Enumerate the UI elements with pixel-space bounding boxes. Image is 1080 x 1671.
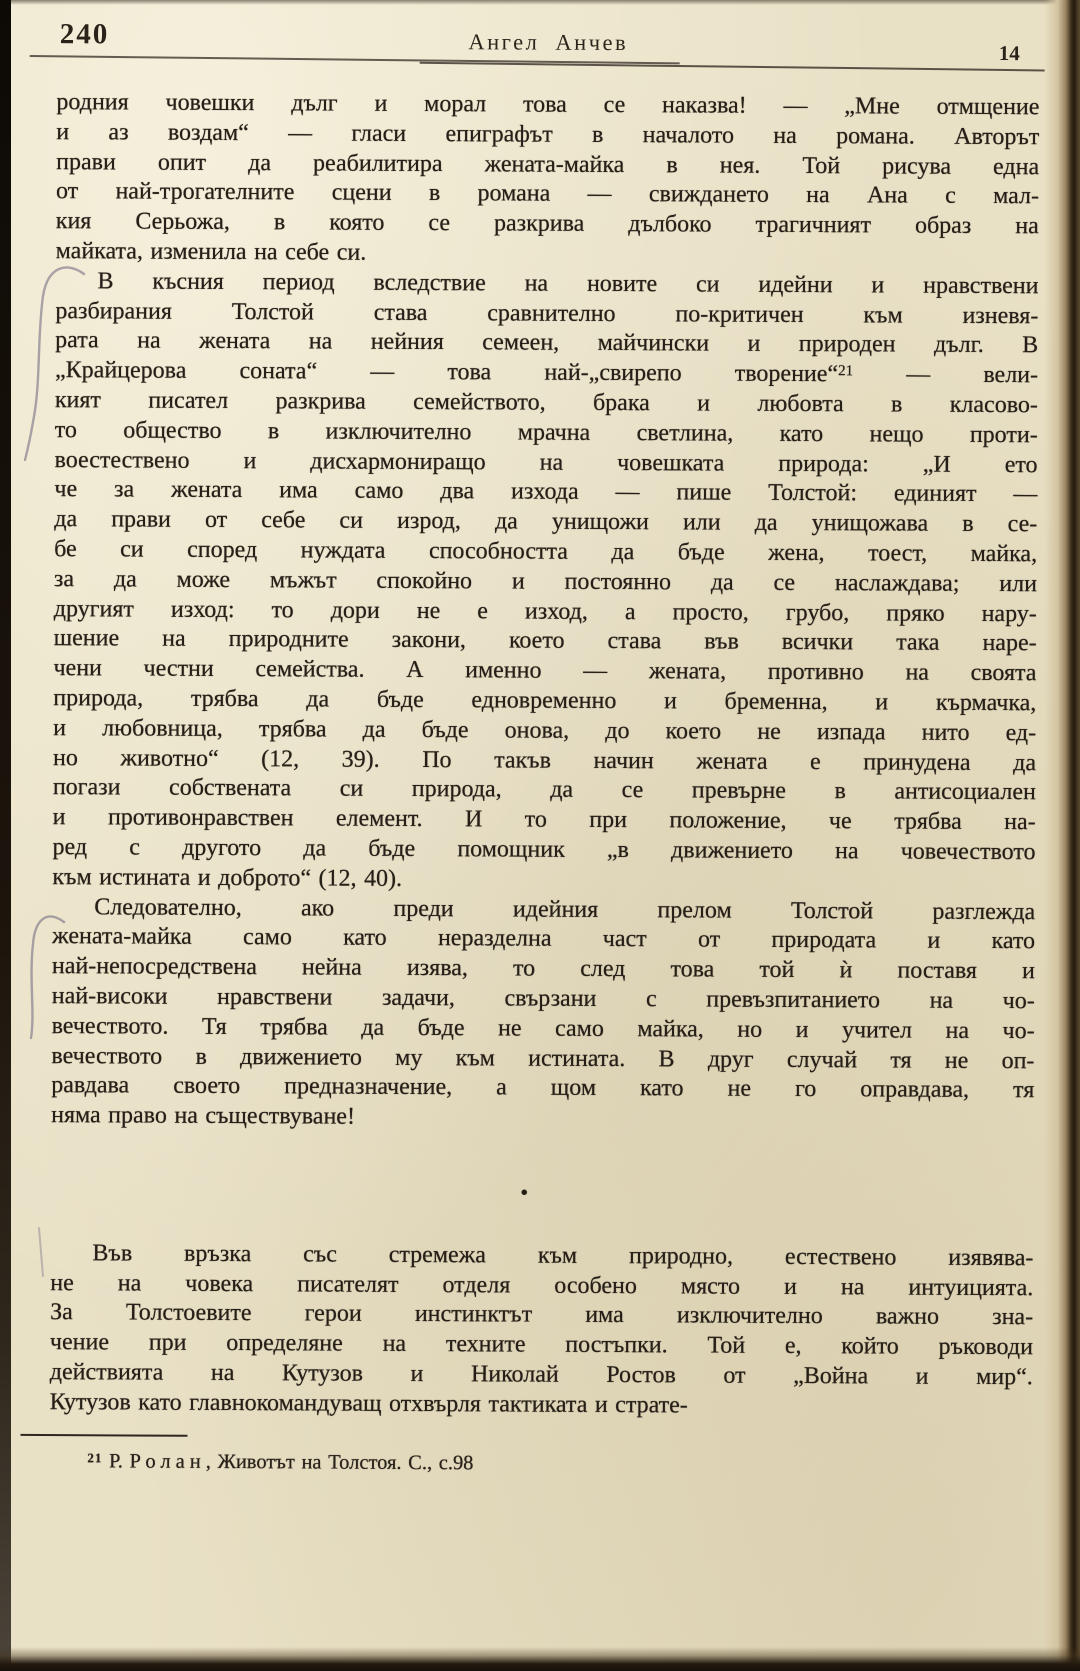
text-line: най-непосредствена нейна изява, то след това той ѝ поставя и — [51, 953, 1035, 985]
paragraph — [51, 893, 1035, 1137]
footnote-rule — [20, 1434, 187, 1437]
text-line: и противонравствен елемент. И то при положение, че трябва на- — [52, 804, 1036, 836]
text-line: ред с другото да бъде помощник „в движението на човечеството — [52, 833, 1036, 866]
pencil-margin-tick — [33, 1224, 49, 1282]
footnote-text: $^{21}$ Р. Ролан, Животът на Толстоя. С., с.98 — [87, 1449, 474, 1474]
page-number: 240 — [59, 18, 110, 51]
scan-edge-bottom — [0, 1647, 1080, 1671]
footnote — [49, 1434, 1032, 1482]
text-line: чени честни семейства. А именно — жената, противно на своята — [53, 655, 1037, 687]
text-line: равдава своето предназначение, а щом като не го оправдава, тя — [51, 1072, 1035, 1104]
section-separator-dot: • — [520, 1179, 529, 1205]
text-line: бе си според нуждата способността да бъде жена, тоест, майка, — [54, 536, 1038, 568]
text-line: от най-трогателните сцени в романа — свиждането на Ана с мал- — [55, 178, 1040, 210]
text-line: Следователно, ако преди идейния прелом Толстой разглежда — [94, 893, 1036, 925]
text-line: воестествено и дисхармониращо на човешката природа: „И ето — [54, 446, 1038, 478]
text-line: природа, трябва да бъде едновременно и бременна, и кърмачка, — [53, 685, 1037, 717]
text-line: Кутузов като главнокомандуващ отхвърля тактиката и страте- — [49, 1388, 688, 1419]
scan-edge-left — [0, 0, 11, 1671]
paragraph — [50, 1239, 1034, 1423]
text-line: рата на жената на нейния семеен, майчински и природен дълг. В — [55, 327, 1039, 359]
text-line: погази собствената си природа, да се превърне в антисоциален — [52, 774, 1036, 806]
text-line: за да може мъжът спокойно и постоянно да се наслаждава; или — [53, 565, 1038, 597]
text-line: За Толстоевите герои инстинктът има изключително важно зна- — [50, 1299, 1034, 1331]
paragraph — [52, 267, 1038, 898]
text-line: вечеството в движението му към истината. В друг случай тя не оп- — [51, 1042, 1035, 1074]
text-line: Във връзка със стремежа към природно, естествено изявява- — [92, 1240, 1034, 1272]
text-line: прави опит да реабилитира жената-майка в нея. Той рисува една — [56, 148, 1040, 180]
text-line: кият писател разкрива семейството, брака и любовта в класово- — [54, 387, 1038, 419]
text-line: В късния период вследствие на новите си идейни и нравствени — [97, 268, 1039, 300]
scan-edge-right — [1044, 0, 1080, 1671]
corner-page-number: 14 — [998, 41, 1020, 66]
text-line: чение при определяне на техните постъпки. Той е, който ръководи — [49, 1329, 1034, 1361]
text-line: жената-майка само като неразделна част от природата и като — [52, 923, 1036, 955]
text-line: към истината и доброто“ (12, 40). — [52, 863, 403, 892]
text-line: не на човека писателят отделя особено място и на интуицията. — [50, 1269, 1034, 1301]
text-line: родния човешки дълг и морал това се наказва! — „Мне отмщение — [56, 89, 1040, 121]
text-line: вечеството. Тя трябва да бъде не само майка, но и учител на чо- — [51, 1012, 1035, 1044]
text-line: да прави от себе си изрод, да унищожи или да унищожава в се- — [54, 506, 1038, 538]
text-line: и любовница, трябва да бъде онова, до което не изпада нито ед- — [53, 714, 1037, 746]
text-line: че за жената има само два изхода — пише Толстой: единият — — [54, 476, 1038, 508]
text-line: няма право на съществуване! — [51, 1102, 356, 1130]
text-line: „Крайцерова соната“ — това най-„свирепо творение“$^{21}$ — вели- — [54, 357, 1039, 389]
scan-edge-top — [0, 0, 1080, 5]
text-line: шение на природните закони, което става във всички така наре- — [53, 625, 1037, 657]
text-line: разбирания Толстой става сравнително по-критичен към изневя- — [55, 297, 1039, 329]
paragraph — [56, 88, 1040, 272]
text-line: най-високи нравствени задачи, свързани с превъзпитанието на чо- — [51, 982, 1035, 1015]
text-line: другият изход: то дори не е изход, а просто, грубо, пряко нару- — [53, 595, 1037, 627]
text-line: майката, изменила на себе си. — [55, 238, 367, 266]
text-line: но животно“ (12, 39). По такъв начин жената е принудена да — [52, 744, 1037, 776]
text-line: действията на Кутузов и Николай Ростов от „Война и мир“. — [49, 1359, 1033, 1391]
running-header-author: Ангел Анчев — [468, 29, 629, 56]
header-rule-right — [420, 62, 1045, 72]
text-line: кия Серьожа, в която се разкрива дълбоко трагичният образ на — [55, 208, 1039, 240]
text-line: то общество в изключително мрачна светлина, като нещо проти- — [54, 416, 1038, 448]
body-text — [49, 88, 1039, 1482]
text-line: и аз воздам“ — гласи епиграфът в началото на романа. Авторът — [56, 118, 1040, 151]
